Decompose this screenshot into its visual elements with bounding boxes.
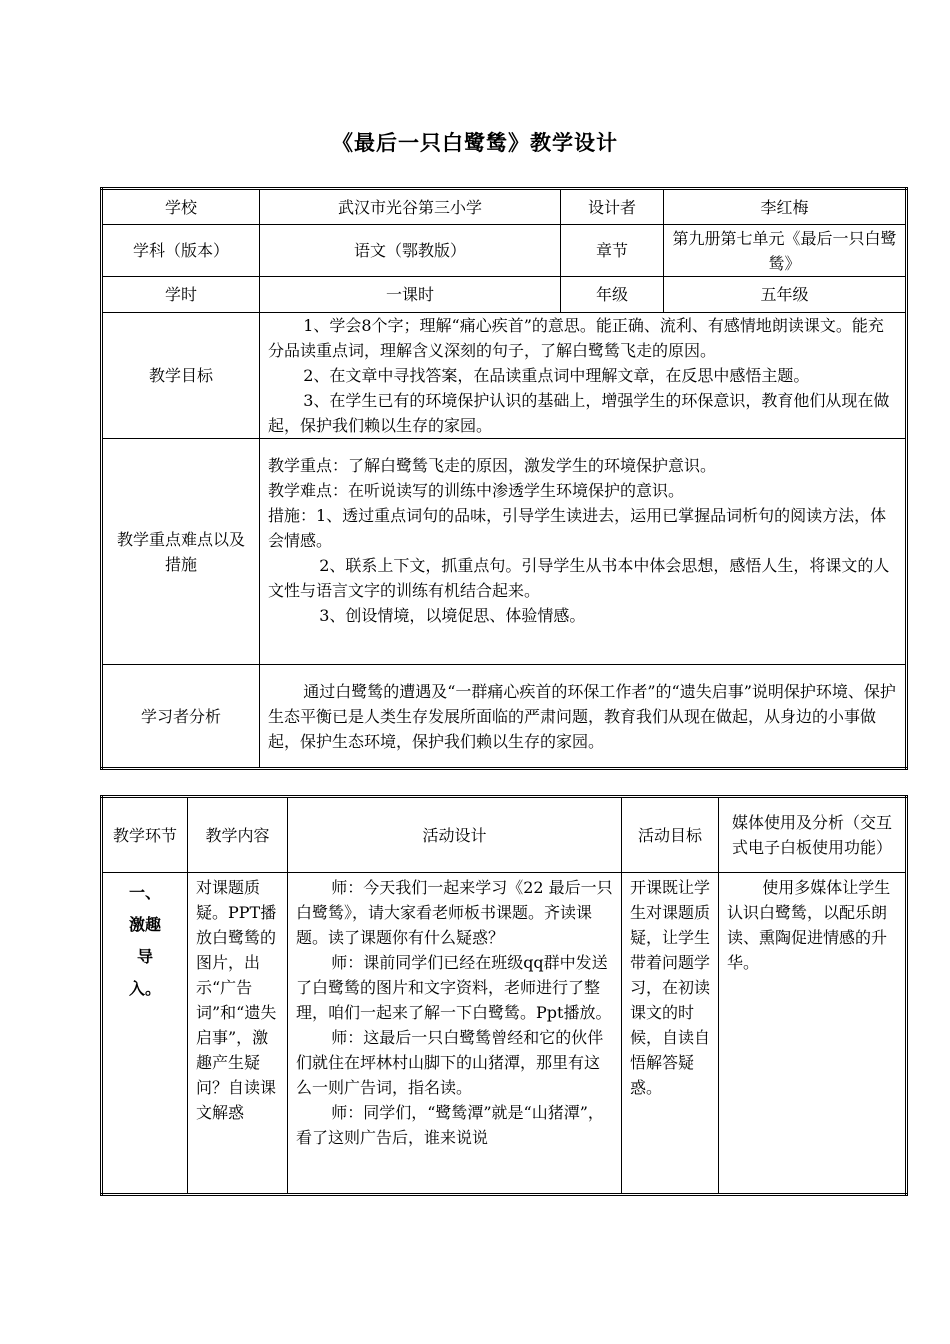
header-content: 教学内容: [188, 797, 288, 873]
goals-content: [260, 313, 907, 439]
header-media: 媒体使用及分析（交互式电子白板使用功能）: [719, 797, 907, 873]
school-value: 武汉市光谷第三小学: [260, 189, 561, 225]
learner-content: [260, 665, 907, 769]
period-label: 学时: [102, 277, 260, 313]
activity-intro: [288, 873, 622, 1195]
media-intro: [719, 873, 907, 1195]
designer-label: 设计者: [561, 189, 664, 225]
media-text: 使用多媒体让学生认识白鹭鸶，以配乐朗读、熏陶促进情感的升华。: [727, 878, 891, 972]
measure-1: 措施：1、透过重点词句的品味，引导学生读进去，运用已掌握品词析句的阅读方法，体会情感。: [268, 506, 887, 550]
header-stage: 教学环节: [102, 797, 188, 873]
info-table: [100, 187, 908, 770]
page-title: 《最后一只白鹭鸶》教学设计: [332, 130, 618, 155]
grade-value: 五年级: [664, 277, 907, 313]
grade-label: 年级: [561, 277, 664, 313]
subject-label: 学科（版本）: [102, 225, 260, 277]
chapter-label: 章节: [561, 225, 664, 277]
key-point-focus: 教学重点：了解白鹭鸶飞走的原因，激发学生的环境保护意识。: [268, 456, 717, 475]
measure-2: 2、联系上下文，抓重点句。引导学生从书本中体会思想，感悟人生，将课文的人文性与语言文字的训练有机结合起来。: [268, 556, 890, 600]
stage-intro: [102, 873, 188, 1195]
key-point-difficulty: 教学难点：在听说读写的训练中渗透学生环境保护的意识。: [268, 481, 685, 500]
goal-item-3: 3、在学生已有的环境保护认识的基础上，增强学生的环保意识，教育他们从现在做起，保护我们赖以生存的家园。: [268, 391, 890, 435]
designer-value: 李红梅: [664, 189, 907, 225]
period-value: 一课时: [260, 277, 561, 313]
header-goal: 活动目标: [622, 797, 719, 873]
goals-label: 教学目标: [102, 313, 260, 439]
activity-paragraph-3: 师：这最后一只白鹭鸶曾经和它的伙伴们就住在坪林村山脚下的山猪潭，那里有这么一则广告词，指名读。: [296, 1028, 604, 1097]
key-points-label: 教学重点难点以及措施: [102, 439, 260, 665]
chapter-value: 第九册第七单元《最后一只白鹭鸶》: [664, 225, 907, 277]
process-table: [100, 795, 908, 1196]
goal-item-1: 1、学会8个字；理解“痛心疾首”的意思。能正确、流利、有感情地朗读课文。能充分品读重点词，理解含义深刻的句子，了解白鹭鸶飞走的原因。: [268, 316, 884, 360]
learner-text: 通过白鹭鸶的遭遇及“一群痛心疾首的环保工作者”的“遗失启事”说明保护环境、保护生态平衡已是人类生存发展所面临的严肃问题，教育我们从现在做起，从身边的小事做起，保护生态环境，保护我们赖以生存的家园。: [268, 681, 896, 751]
goal-intro: 开课既让学生对课题质疑，让学生带着问题学习，在初读课文的时候，自读自悟解答疑惑。: [622, 873, 719, 1195]
activity-paragraph-4: 师：同学们，“鹭鸶潭”就是“山猪潭”，看了这则广告后，谁来说说: [296, 1103, 604, 1147]
learner-label: 学习者分析: [102, 665, 260, 769]
key-points-content: [260, 439, 907, 665]
stage-intro-text: 一、激趣导入。: [128, 883, 161, 998]
subject-value: 语文（鄂教版）: [260, 225, 561, 277]
header-activity: 活动设计: [288, 797, 622, 873]
measure-3: 3、创设情境，以境促思、体验情感。: [319, 606, 586, 625]
activity-paragraph-2: 师：课前同学们已经在班级qq群中发送了白鹭鸶的图片和文字资料，老师进行了整理，咱们一起来了解一下白鹭鸶。Ppt播放。: [296, 953, 612, 1022]
activity-paragraph-1: 师：今天我们一起来学习《22 最后一只白鹭鸶》，请大家看老师板书课题。齐读课题。读了课题你有什么疑惑？: [296, 878, 613, 947]
content-intro: 对课题质疑。PPT播放白鹭鸶的图片，出示“广告词”和“遗失启事”，激趣产生疑问？自读课文解惑: [188, 873, 288, 1195]
goal-item-2: 2、在文章中寻找答案，在品读重点词中理解文章，在反思中感悟主题。: [303, 366, 810, 385]
school-label: 学校: [102, 189, 260, 225]
